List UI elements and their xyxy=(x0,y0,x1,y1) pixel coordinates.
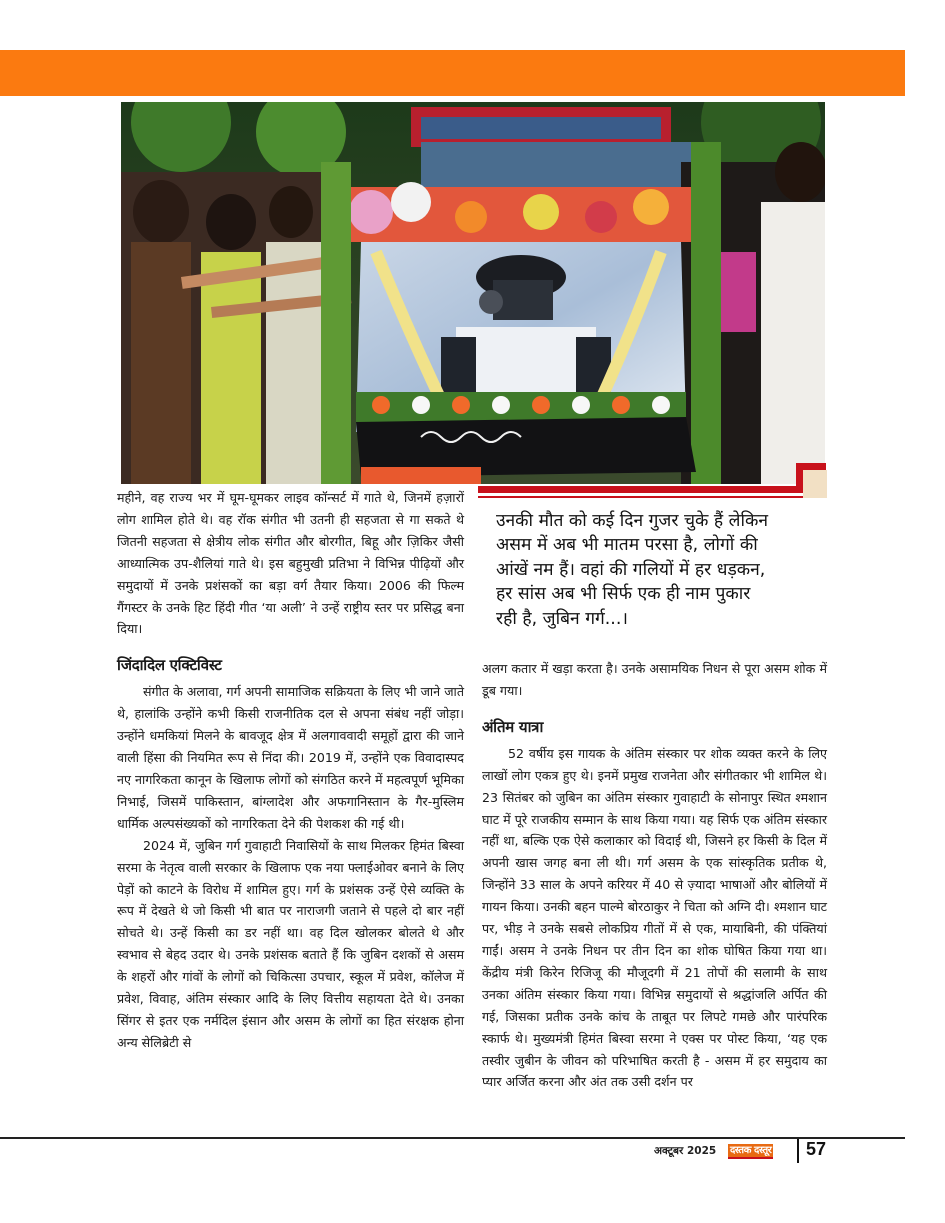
pull-quote xyxy=(496,509,816,631)
activist-paragraph-2: 2024 में, जुबिन गर्ग गुवाहाटी निवासियों के साथ मिलकर हिमंत बिस्वा सरमा के नेतृत्व वाली सरकार के खिलाफ एक नया फ्लाईओवर बनाने के लिए पेड़ों को काटने के विरोध में शामिल हुए। गर्ग के प्रशंसक उन्हें ऐसे व्यक्ति के रूप में देखते थे जो किसी भी बात पर नाराजगी जताने से पहले दो बार नहीं सोचते थे। उन्हें किसी का डर नहीं था। वह दिल खोलकर बोलते थे और स्वभाव से बेहद उदार थे। उनके प्रशंसक बताते हैं कि जुबिन दशकों से असम के शहरों और गांवों के लोगों को चिकित्सा उपचार, स्कूल में प्रवेश, कॉलेज में प्रवेश, विवाह, अंतिम संस्कार आदि के लिए वित्तीय सहायता देते थे। उनका सिंगर से इतर एक नर्मदिल इंसान और असम के लोगों का हित संरक्षक होना अन्य सेलिब्रेटी से xyxy=(117,837,464,1050)
page-number: 57 xyxy=(806,1139,827,1159)
footer-rule xyxy=(0,1137,905,1139)
header-band xyxy=(0,50,905,96)
pull-quote-line: रही है, जुबिन गर्ग...। xyxy=(496,608,628,629)
activist-paragraph-1: संगीत के अलावा, गर्ग अपनी सामाजिक सक्रियता के लिए भी जाने जाते थे, हालांकि उन्होंने कभी किसी राजनीतिक दल से अपना संबंध नहीं जोड़ा। उन्होंने धमकियां मिलने के बावजूद क्षेत्र में अलगाववादी समूहों द्वारा की जाने वाली हिंसा की नियमित रूप से निंदा की। 2019 में, उन्होंने एक विवादास्पद नए नागरिकता कानून के खिलाफ लोगों को संगठित करने में महत्वपूर्ण भूमिका निभाई, जिसमें पाकिस्तान, बांग्लादेश और अफगानिस्तान के गैर-मुस्लिम धार्मिक अल्पसंख्यकों को नागरिकता देने की पेशकश की गई थी। xyxy=(117,684,464,831)
final-journey-paragraph: 52 वर्षीय इस गायक के अंतिम संस्कार पर शोक व्यक्त करने के लिए लाखों लोग एकत्र हुए थे। इनमें प्रमुख राजनेता और संगीतकार भी शामिल थे। 23 सितंबर को जुबिन का अंतिम संस्कार गुवाहाटी के सोनापुर स्थित श्मशान घाट में पूरे राजकीय सम्मान के साथ किया गया। यह सिर्फ एक अंतिम संस्कार नहीं था, बल्कि एक ऐसे कलाकार को विदाई थी, जिसने हर किसी के दिल में अपनी खास जगह बना ली थी। गर्ग असम के एक सांस्कृतिक प्रतीक थे, जिन्होंने 33 साल के अपने करियर में 40 से ज़्यादा भाषाओं और बोलियों में गायन किया। उनकी बहन पाल्मे बोरठाकुर ने चिता को अग्नि दी। श्मशान घाट पर, भीड़ ने उनके सबसे लोकप्रिय गीतों में से एक, मायाबिनी, की पंक्तियां गाईं। असम ने उनके निधन पर तीन दिन का शोक घोषित किया गया था। केंद्रीय मंत्री किरेन रिजिजू की मौजूदगी में 21 तोपों की सलामी के साथ उनका अंतिम संस्कार किया गया। विभिन्न समुदायों से श्रद्धांजलि अर्पित की गई, जिसका प्रतीक उनके कांच के ताबूत पर लिपटे गमछे और पारंपरिक स्कार्फ थे। मुख्यमंत्री हिमंत बिस्वा सरमा ने एक्स पर पोस्ट किया, ‘यह एक तस्वीर जुबीन के जीवन को परिभाषित करती है - असम में हर समुदाय का प्यार अर्जित करना और अंत तक उसी दर्शन पर xyxy=(482,745,827,1090)
pull-quote-line: असम में अब भी मातम परसा है, लोगों की xyxy=(496,535,758,556)
right-column xyxy=(482,658,827,1093)
pull-quote-line: हर सांस अब भी सिर्फ एक ही नाम पुकार xyxy=(496,584,751,605)
pull-quote-line: उनकी मौत को कई दिन गुजर चुके हैं लेकिन xyxy=(496,511,768,531)
decorative-red-rule xyxy=(478,486,796,493)
left-column xyxy=(117,487,464,1054)
continuation-paragraph: अलग कतार में खड़ा करता है। उनके असामयिक निधन से पूरा असम शोक में डूब गया। xyxy=(482,661,827,698)
publication-logo: दस्तक दस्तूर xyxy=(728,1144,773,1159)
intro-paragraph: महीने, वह राज्य भर में घूम-घूमकर लाइव कॉन्सर्ट में गाते थे, जिनमें हज़ारों लोग शामिल होते थे। वह रॉक संगीत भी उतनी ही सहजता से गा सकते थे जितनी सहजता से क्षेत्रीय लोक संगीत और बोरगीत, बिहू और ज़िकिर जैसी आध्यात्मिक उप-शैलियां गाते थे। इस बहुमुखी प्रतिभा ने विभिन्न पीढ़ियों और समुदायों में उनके प्रशंसकों का बड़ा वर्ग तैयार किया। 2006 की फिल्म गैंगस्टर के उनके हिट हिंदी गीत ‘या अली’ ने उन्हें राष्ट्रीय स्तर पर प्रसिद्ध बना दिया। xyxy=(117,490,464,637)
section-heading-final-journey: अंतिम यात्रा xyxy=(482,717,544,736)
funeral-procession-photo xyxy=(121,102,825,484)
decorative-red-thin-rule xyxy=(478,496,804,498)
issue-date: अक्टूबर 2025 xyxy=(654,1145,717,1157)
decorative-beige-square xyxy=(803,470,827,498)
footer-divider xyxy=(797,1139,799,1163)
section-heading-activist: जिंदादिल एक्टिविस्ट xyxy=(117,656,222,675)
pull-quote-line: आंखें नम हैं। वहां की गलियों में हर धड़कन, xyxy=(496,559,766,580)
